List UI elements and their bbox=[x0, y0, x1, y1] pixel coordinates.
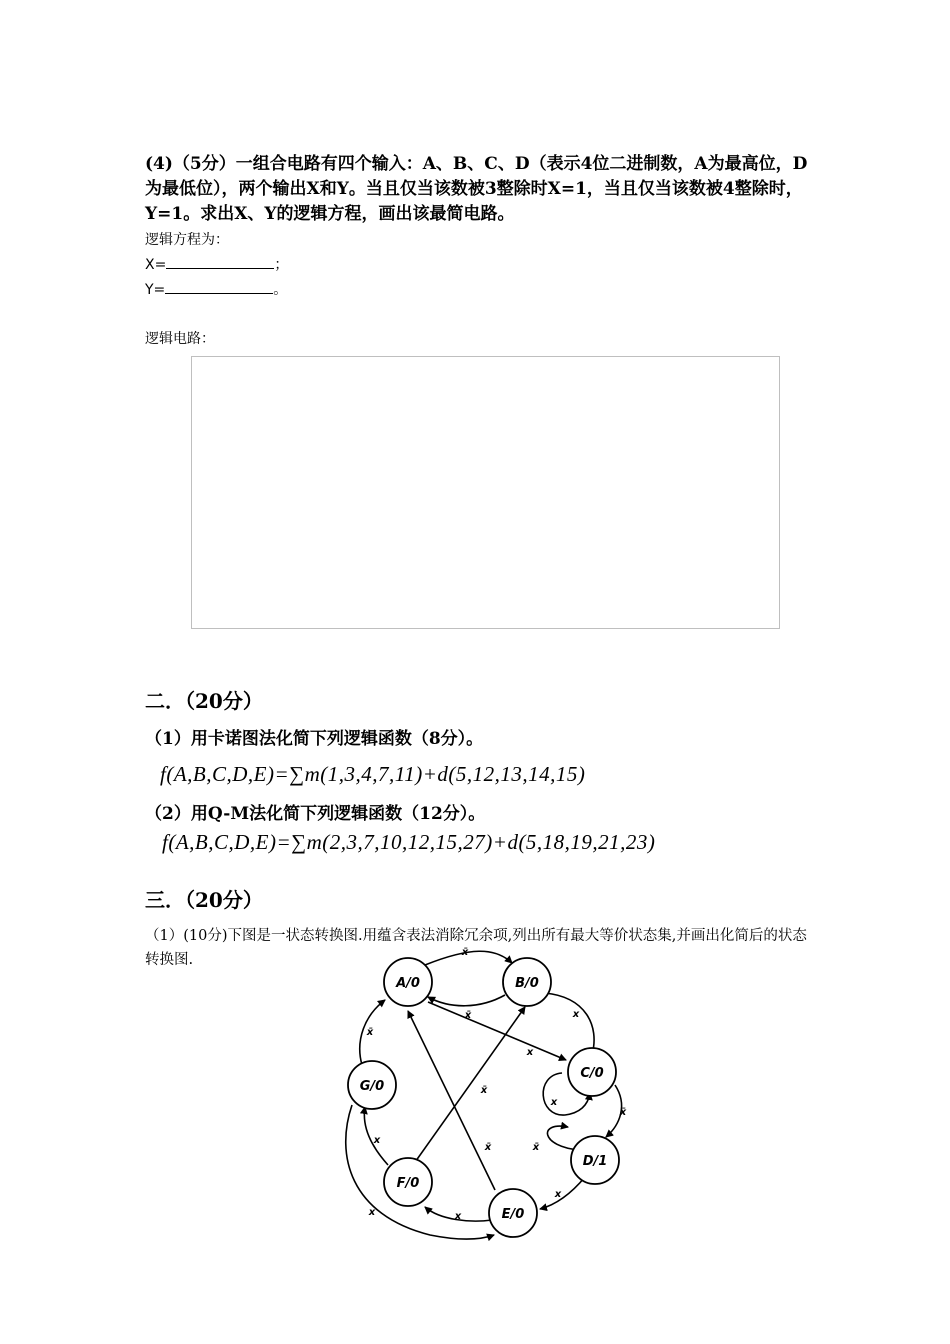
edge-label-d-e: x bbox=[554, 1189, 562, 1200]
edge-label-e-f: x bbox=[454, 1211, 462, 1222]
y-equation-line bbox=[145, 279, 287, 299]
edge-d-e bbox=[540, 1177, 585, 1209]
edge-label-d-self: x̄ bbox=[532, 1142, 540, 1153]
section-3-title: 三．（20分） bbox=[145, 888, 263, 912]
state-e-label: E/0 bbox=[501, 1207, 525, 1222]
x-label: X= bbox=[145, 257, 167, 273]
edge-label-b-a: x̄ bbox=[464, 1010, 472, 1021]
edge-f-b bbox=[413, 1007, 525, 1165]
edge-label-e-a: x̄ bbox=[484, 1142, 492, 1153]
edge-label-a-c: x bbox=[526, 1047, 534, 1058]
section-2-part-1: （1）用卡诺图法化简下列逻辑函数（8分）。 bbox=[145, 729, 484, 749]
state-b-label: B/0 bbox=[515, 976, 539, 991]
edge-label-a-b: x̄ bbox=[461, 947, 469, 958]
state-c-label: C/0 bbox=[580, 1066, 604, 1081]
state-f-label: F/0 bbox=[396, 1176, 420, 1191]
state-d-label: D/1 bbox=[582, 1154, 608, 1169]
state-transition-diagram bbox=[330, 945, 640, 1250]
formula-2: f(A,B,C,D,E)=∑m(2,3,7,10,12,15,27)+d(5,18,19,21,23) bbox=[162, 830, 656, 854]
formula-1: f(A,B,C,D,E)=∑m(1,3,4,7,11)+d(5,12,13,14,15) bbox=[160, 762, 586, 786]
y-end: 。 bbox=[273, 282, 288, 298]
question-4-text: (4)（5分）一组合电路有四个输入：A、B、C、D（表示4位二进制数，A为最高位，D为最低位），两个输出X和Y。当且仅当该数被3整除时X=1，当且仅当该数被4整除时，Y=1。求出X、Y的逻辑方程，画出该最简电路。 bbox=[145, 154, 808, 224]
edge-label-c-d: x̄ bbox=[619, 1107, 627, 1118]
y-answer-blank[interactable] bbox=[165, 279, 273, 294]
section-3-part-1: （1）(10分)下图是一状态转换图.用蕴含表法消除冗余项,列出所有最大等价状态集,并画出化简后的状态转换图. bbox=[145, 928, 807, 968]
edge-label-f-b: x̄ bbox=[480, 1085, 488, 1096]
state-a-label: A/0 bbox=[396, 976, 420, 991]
y-label: Y= bbox=[145, 282, 166, 298]
edge-b-c bbox=[545, 993, 594, 1055]
edge-label-b-c: x bbox=[572, 1009, 580, 1020]
edge-label-c-self: x bbox=[550, 1097, 558, 1108]
edge-b-a bbox=[428, 995, 505, 1006]
edge-a-c bbox=[428, 1002, 566, 1060]
edge-label-f-g: x bbox=[373, 1135, 381, 1146]
x-equation-line bbox=[145, 254, 288, 274]
circuit-answer-box[interactable] bbox=[191, 356, 780, 629]
state-g-label: G/0 bbox=[359, 1079, 385, 1094]
equation-label: 逻辑方程为： bbox=[145, 232, 229, 248]
x-answer-blank[interactable] bbox=[166, 254, 274, 269]
section-2-part-2: （2）用Q-M法化简下列逻辑函数（12分）。 bbox=[145, 804, 486, 824]
circuit-label: 逻辑电路： bbox=[145, 331, 215, 347]
edge-a-b bbox=[425, 951, 512, 965]
edge-label-g-a: x̄ bbox=[366, 1027, 374, 1038]
edge-label-g-e: x bbox=[368, 1207, 376, 1218]
section-2-title: 二．（20分） bbox=[145, 689, 263, 713]
x-end: ； bbox=[274, 257, 289, 273]
